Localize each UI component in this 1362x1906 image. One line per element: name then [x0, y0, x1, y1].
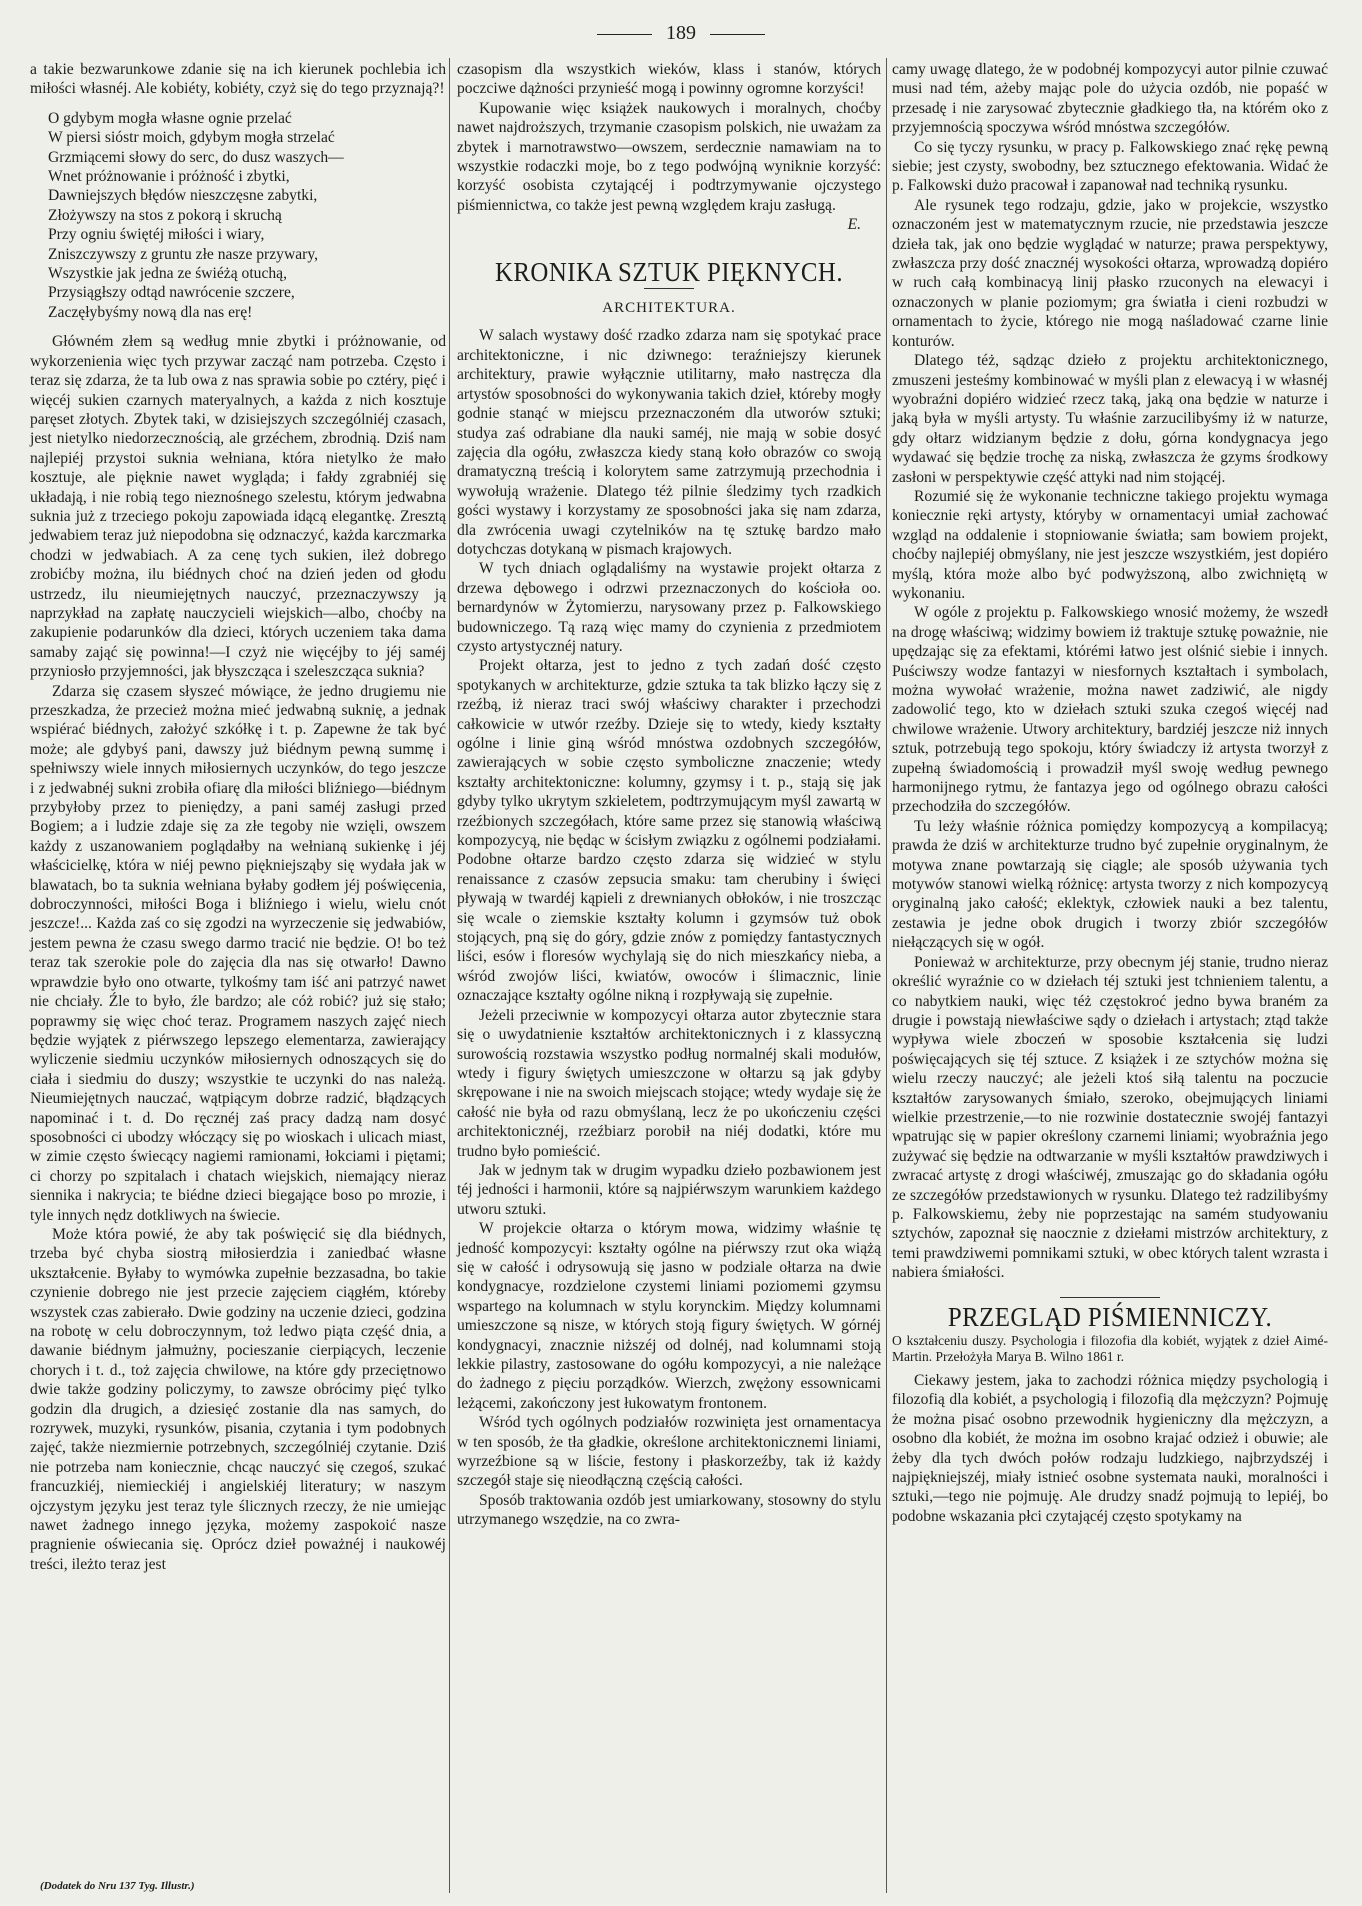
paragraph: Może która powié, że aby tak poświęcić się dla biédnych, trzeba być chyba siostrą miłosierdzia i zaniedbać własne ukształcenie. Byłaby to wymówka zupełnie bezzasadna, bo takie czynienie dobrego nie jest przecie zajęciem ciągłém, któreby wszystek czas zabierało. Dwie godziny na uczenie dzieci, godzina na robotę w celu dobroczynnym, toż ledwo piąta część dnia, a dawanie biédnym jałmużny, pocieszanie cierpiących, leczenie chorych i t. d., toż zajęcia chwilowe, na które gdy przeciętnowo dwie także godziny policzymy, to zawsze obrócimy pięć tylko godzin dla drugich, a dziesięć zostanie dla nas samych, do rozrywek, muzyki, rysunków, pisania, czytania i tym podobnych zajęć, także niezmiernie potrzebnych, szczególniéj czytanie. Dziś nie potrzeba nam koniecznie, chcąc nauczyć się czegoś, szukać francuzkiéj, niemieckiéj i angielskiéj literatury; w naszym ojczystym języku jest teraz tyle ślicznych rzeczy, że nie umiejąc nawet żadnego innego języka, możemy zaspokoić nasze pragnienie oświecania się. Oprócz dzieł poważnéj i naukowéj treści, ileżto teraz jest	[30, 1225, 446, 1573]
paragraph: Ciekawy jestem, jaka to zachodzi różnica między psychologią i filozofią dla kobiét, a psychologią i filozofią dla mężczyzn? Pojmuję że można pisać osobno przewodnik hygieniczny dla mężczyzn, a osobno dla kobiét, że można im osobno krajać odzież i obuwie; ale żeby dla tych dwóch połów rodzaju ludzkiego, najbrzydszéj i najpiękniejszéj, miały istnieć osobne systemata nauki, moralności i sztuki,—tego nie pojmuję. Ale drudzy snadź pojmują to lepiéj, bo podobne wskazania płci czytającéj często spotykamy na	[892, 1372, 1328, 1525]
poem-line: W piersi sióstr moich, gdybym mogła strzelać	[48, 129, 335, 147]
section-heading-kronika: KRONIKA SZTUK PIĘKNYCH.	[494, 256, 843, 287]
paragraph: Wśród tych ogólnych podziałów rozwinięta jest ornamentacya w ten sposób, że tła gładkie, określone architektonicznemi liniami, wyrzeźbione są w liście, festony i płaskorzeźby, tak iż każdy szczegół staje się nieodłączną częścią całości.	[457, 1414, 881, 1490]
paragraph: czasopism dla wszystkich wieków, klass i stanów, których poczciwe dążności przynieść mogą i powinny ogromne korzyści!	[457, 61, 881, 98]
poem-line: Wszystkie jak jedna ze świéżą otuchą,	[48, 265, 288, 283]
supplement-footer: (Dodatek do Nru 137 Tyg. Illustr.)	[40, 1880, 195, 1892]
paragraph: W tych dniach oglądaliśmy na wystawie projekt ołtarza z drzewa dębowego i odrzwi przeznaczonych do kościoła oo. bernardynów w Żytomierzu, narysowany przez p. Falkowskiego budowniczego. Tą razą więc mamy do czynienia z przedmiotem czysto artystycznéj natury.	[457, 560, 881, 655]
paragraph: Sposób traktowania ozdób jest umiarkowany, stosowny do stylu utrzymanego wszędzie, na co zwra-	[457, 1491, 881, 1529]
paragraph: W salach wystawy dość rzadko zdarza nam się spotykać prace architektoniczne, i nic dziwnego: teraźniejszy kierunek architektury, prawie wyłącznie utilitarny, mało nastręcza dla artystów sposobności do wykonywania takich dzieł, któreby mogły godnie stanąć w miejscu przeznaczoném dla utworów sztuki; studya zaś odrabiane dla nauki saméj, nie mają w sobie dosyć zajęcia dla ogółu, zwłaszcza kiedy staną koło obrazów co swoją dramatyczną treścią i kolorytem same zatrzymują przechodnia i wywołują wrażenie. Dlatego téż pilnie śledzimy tych rzadkich gości wystawy i korzystamy ze sposobności jaka się nam zdarza, dla zwrócenia uwagi czytelników na tę sztukę bardzo mało dotychczas dotykaną w pismach krajowych.	[457, 327, 881, 558]
poem-line: Przy ogniu świętéj miłości i wiary,	[48, 226, 265, 244]
paragraph: Co się tyczy rysunku, w pracy p. Falkowskiego znać rękę pewną siebie; jest czysty, swobodny, bez sztucznego efektowania. Widać że p. Falkowski dużo pracował i zapanował nad techniką rysunku.	[892, 138, 1328, 195]
book-citation: O kształceniu duszy. Psychologia i filozofia dla kobiét, wyjątek z dzieł Aimé-Martin. Przełożyła Marya B. Wilno 1861 r.	[892, 1333, 1328, 1364]
poem-line: Wnet próżnowanie i próżność i zbytki,	[48, 168, 290, 186]
poem-line: O gdybym mogła własne ognie przelać	[48, 109, 292, 127]
paragraph: Rozumié się że wykonanie techniczne takiego projektu wymaga koniecznie ręki artysty, któryby w ornamentacyi umiał zachować wzgląd na oddalenie i stopniowanie światła; sam bowiem projekt, choćby najlepiéj obmyślany, nie jest jeszcze wszystkiém, jest dopiéro myślą, która może albo być podwyższoną, albo zwichniętą w wykonaniu.	[892, 487, 1328, 602]
poem	[48, 109, 446, 322]
column-rule	[449, 58, 450, 1893]
column-3	[892, 60, 1328, 1526]
page-number-text: 189	[666, 22, 696, 44]
paragraph: Jeżeli przeciwnie w kompozycyi ołtarza autor zbytecznie stara się o uwydatnienie kształtów architektonicznych i z klassyczną surowością rozstawia wszystko podług normalnéj skali modułów, wtedy i figury świętych umieszczone w ołtarzu są jak gdyby skrępowane i nie na swoich miejscach stojące; wtedy wydaje się że całość nie była od razu obmyślaną, lecz że po ukończeniu części architektonicznéj, rzeźbiarz porobił na niéj dodatki, które mu trudno było pomieścić.	[457, 1006, 881, 1160]
divider	[1060, 1297, 1160, 1298]
paragraph: Ale rysunek tego rodzaju, gdzie, jako w projekcie, wszystko oznaczoném jest w matematycznym rzucie, nie przedstawia jeszcze dzieła tak, jak ono będzie wyglądać w naturze; prawa perspektywy, zwłaszcza przy dość znacznéj wysokości ołtarza, wprowadzą dopiéro w ruch całą kombinacyą linij płasko rzuconych na elewacyi i oznaczonych w planie poziomym; gra światła i cieni rozbudzi w ornamentach to życie, którego nie mogą naśladować czarne linie konturów.	[892, 196, 1328, 350]
paragraph: Ponieważ w architekturze, przy obecnym jéj stanie, trudno nieraz określić wyraźnie co w dziełach téj sztuki jest tchnieniem talentu, a co nabytkiem nauki, więc téż częstokroć jedno bywa braném za drugie i powstają niewłaściwe sądy o dziełach i artystach; ztąd także wypływa wiele zboczeń w sposobie kształcenia się ludzi poświęcających się téj sztuce. Z książek i ze sztychów można się wielu rzeczy nauczyć; ale jeżeli ktoś siłą talentu na poczucie kształtów zarysowanych śmiało, szeroko, obejmujących liniami wielkie przestrzenie,—to nie rozwinie dostatecznie swojéj fantazyi wpatrując się w papier określony czarnemi liniami; wyobraźnia jego zużywać się będzie na odtwarzanie w myśli kształtów prawdziwych i zwracać artystę z drogi właściwéj, zmuszając go do składania ogółu ze szczegółów przedstawionych w rysunku. Dlatego też radzilibyśmy p. Falkowskiemu, żeby nie poprzestając na samém studyowaniu sztychów, zapoznał się naocznie z dziełami mistrzów architektury, z temi prawdziwemi pomnikami sztuki, w obec których talent wzrasta i nabiera śmiałości.	[892, 953, 1328, 1282]
poem-line: Przysiągłszy odtąd nawrócenie szczere,	[48, 284, 295, 302]
page-number	[0, 22, 1362, 45]
paragraph: Projekt ołtarza, jest to jedno z tych zadań dość często spotykanych w architekturze, gdzie sztuka ta tak blizko łączy się z rzeźbą, iż nieraz traci swój właściwy charakter i przechodzi całkowicie w utwór rzeźby. Dzieje się to wtedy, kiedy kształty ogólne i linie giną wśród mnóstwa ozdobnych szczegółów, zawierających w sobie często symboliczne znaczenie; wtedy kształty architektoniczne: kolumny, gzymsy i t. p., stają się jak gdyby tylko ukrytym szkieletem, podtrzymującym myśl zawartą w rzeźbionych szczegółach, które same przez się stanowią właściwą kompozycyą, nie będąc w ścisłym związku z ogólnemi podziałami. Podobne ołtarze bardzo często zdarza się widzieć w stylu renaissance z czasów zepsucia smaku: tam cherubiny i święci pływają w twardéj kąpieli z drewnianych obłoków, i nie troszcząc się wcale o ziemskie kształty kolumn i gzymsów tuż obok stojących, pną się do góry, gdzie znów z pomiędzy fantastycznych liści, esów i floresów wychylają się do nich mieszkańcy nieba, a wśród zwojów liści, kwiatów, owoców i ślimacznic, linie oznaczające kształty ogólne nikną i rozpływają się zupełnie.	[457, 657, 881, 1005]
paragraph: Tu leży właśnie różnica pomiędzy kompozycyą a kompilacyą; prawda że dziś w architekturze trudno być zupełnie oryginalnym, że motywa znane powtarzają się ciągle; ale sposób używania tych motywów stanowi wielką różnicę: artysta tworzy z nich kompozycyą oryginalną jako całość; eklektyk, człowiek nauki a bez talentu, zestawia je jedne obok drugich i tworzy zbiór szczegółów niełączących się w ogół.	[892, 817, 1328, 952]
divider	[644, 288, 694, 289]
poem-line: Zaczęłybyśmy nową dla nas erę!	[48, 303, 253, 321]
paragraph: W ogóle z projektu p. Falkowskiego wnosić możemy, że wszedł na drogę właściwą; widzimy bowiem iż traktuje sztukę poważnie, nie upędzając się za efektami, którémi łatwo jest olśnić siebie i innych. Puściwszy wodze fantazyi w niesfornych kształtach i symbolach, można wywołać wrażenie, można nawet zadziwić, ale nigdy zadowolić tego, kto w dziełach sztuki szuka czegoś więcéj nad chwilowe wrażenie. Utwory architektury, bardziéj jeszcze niż innych sztuk, potrzebują tego spokoju, który świadczy iż artysta tworzył z zupełną świadomością i prowadził myśl swoję według pewnego harmonijnego rytmu, że fantazya jego od ogólnego obrazu całości przechodziła do szczegółów.	[892, 604, 1328, 816]
paragraph: Zdarza się czasem słyszeć mówiące, że jedno drugiemu nie przeszkadza, że przecież można mieć jedwabną suknię, a jednak wspiérać biédnych, założyć szkółkę i t. p. Zapewne że tak być może; ale gdybyś pani, dawszy już biédnym pewną summę i spełniwszy wiele innych miłosiernych uczynków, do tego jeszcze i z jedwabnéj sukni zrobiła ofiarę dla miłości bliźniego—biédnym przybyłoby przez to pieniędzy, a pani saméj zasługi przed Bogiem; a i ludzie zdaje się za złe tegoby nie wzięli, owszem każdy z uszanowaniem poglądałby na wełnianą sukienkę i jéj właścicielkę, która w niéj pewno piękniejsząby się wydała jak w blawatach, bo ta suknia wełniana byłaby godłem jéj poświęcenia, dobroczynności, miłości Boga i bliźniego i wielu, wielu cnót jeszcze!... Każda zaś co się zgodzi na wyrzeczenie się jedwabiów, jestem pewna że czasu swego darmo tracić nie będzie. O! bo też teraz tak szerokie pole do zajęcia dla nas się otwarło! Dawno wprawdzie było ono otwarte, tylkośmy tam iść ani patrzyć nawet nie chciały. Źle to było, źle bardzo; ale cóż robić? już się stało; poprawmy się więc choć teraz. Programem naszych zajęć niech będzie wyjątek z piérwszego lepszego elementarza, zawierający wyliczenie siedmiu uczynków miłosiernych odnoszących się do ciała i siedmiu do duszy; wszystkie te uczynki do nas należą. Nieumiejętnych nauczać, wątpiącym dobrze radzić, błądzących napominać i t. d. Do ręcznéj zaś pracy dadzą nam dosyć sposobności ci ubodzy włóczący się po wioskach i ulicach miast, w zimie często świecący nagiemi ramionami, łokciami i piętami; ci chorzy po szpitalach i chatach wiejskich, niemający nieraz siennika i nakrycia; te biédne dzieci biegające boso po mrozie, i tyle innych nędz dotkliwych na świecie.	[30, 682, 446, 1224]
paragraph: camy uwagę dlatego, że w podobnéj kompozycyi autor pilnie czuwać musi nad tém, ażeby mając pole do użycia ozdób, nie popaść w przesadę i nie zarysować zbytecznie gładkiego tła, na którém oko z przyjemnością spoczywa wśród mnóstwa szczegółów.	[892, 61, 1328, 137]
paragraph: Kupowanie więc książek naukowych i moralnych, choćby nawet najdroższych, trzymanie czasopism polskich, nie uważam za zbytek i marnotrawstwo—owszem, serdecznie namawiam na to wszystkie rodaczki moje, bo z tego podwójną wyniknie korzyść: korzyść osobista czytającéj i podtrzymywanie ojczystego piśmiennictwa, co także jest pewną względem kraju zasługą.	[457, 99, 881, 214]
poem-line: Dawniejszych błędów nieszczęsne zabytki,	[48, 187, 318, 205]
paragraph: Jak w jednym tak w drugim wypadku dzieło pozbawionem jest téj jedności i harmonii, które są najpiérwszym warunkiem każdego utworu sztuki.	[457, 1161, 881, 1218]
poem-line: Zniszczywszy z gruntu złe nasze przywary,	[48, 245, 319, 263]
paragraph: a takie bezwarunkowe zdanie się na ich kierunek pochlebia ich miłości własnéj. Ale kobiéty, kobiéty, czyż się do tego przyznają?!	[30, 61, 446, 98]
column-1	[30, 60, 446, 1574]
poem-line: Złożywszy na stos z pokorą i skruchą	[48, 206, 282, 224]
column-2	[457, 60, 881, 1530]
paragraph: Główném złem są według mnie zbytki i próżnowanie, od wykorzenienia więc tych przywar zacząć nam potrzeba. Często i teraz się zdarza, że ta lub owa z nas sprawia sobie po cztéry, pięć i więcéj sukien czarnych materyalnych, a każda z nich kosztuje paręset złotych. Zbytek taki, w dzisiejszych szczególniéj czasach, jest nietylko niedorzecznością, ale grzéchem, zbrodnią. Dziś nam najlepiéj przystoi suknia wełniana, która nietylko że mało kosztuje, ale pięknie nawet wygląda; i fałdy zgrabniéj się układają, i nie robią tego nieznośnego szelestu, którym jedwabna suknia już z trzeciego pokoju zapowiada idącą elegantkę. Zresztą jedwabiem teraz już niepodobna się odznaczyć, każda karczmarka chodzi w jedwabiach. A za cenę tych sukien, ileż dobrego zrobićby można, ilu biédnych choć na dzień jeden od głodu ustrzedz, ilu nieumiejętnych nauczyć, przeznaczywszy ją naprzykład na zapłatę nauczycieli wiejskich—albo, choćby na zakupienie podarunków dla dzieci, których uczeniem taka dama samaby zająć się powinna!—I czyż nie więcéjby to jéj saméj przyniosło przyjemności, jak błyszcząca i szeleszcząca suknia?	[30, 333, 446, 681]
subheading-architektura: ARCHITEKTURA.	[602, 300, 736, 317]
paragraph: W projekcie ołtarza o którym mowa, widzimy właśnie tę jedność kompozycyi: kształty ogólne na piérwszy rzut oka wiążą się w całość i odrysowują się jasno w podziale ołtarza na dwie kondygnacye, rozdzielone czystemi liniami poziomemi gzymsu wspartego na kolumnach w stylu korynckim. Między kolumnami umieszczone są nisze, w których stoją figury świętych. W górnéj kondygnacyi, znacznie niższéj od dolnéj, nad kolumnami stoją lekkie pilastry, zastosowane do ogółu kompozycyi, a nie należące do żadnego z pięciu porządków. Wierzch, zwężony essownicami leżącemi, zakończony jest łukowatym frontonem.	[457, 1220, 881, 1412]
signature: E.	[847, 216, 861, 234]
poem-line: Grzmiącemi słowy do serc, do dusz waszych—	[48, 148, 344, 166]
section-heading-przeglad: PRZEGLĄD PIŚMIENNICZY.	[947, 1301, 1273, 1332]
paragraph: Dlatego téż, sądząc dzieło z projektu architektonicznego, zmuszeni jesteśmy kombinować w myśli plan z elewacyą i w własnéj wyobraźni dopiéro widzieć rzecz taką, jaką ona będzie w naturze i jaką była w myśli artysty. Tu właśnie zarzucilibyśmy iż w naturze, gdy ołtarz widzianym będzie z dołu, górna kondygnacya jego wydawać się będzie trochę za niską, zwłaszcza że gzyms środkowy zasłoni w perspektywie część attyki nad nim stojącéj.	[892, 352, 1328, 486]
column-rule	[886, 58, 887, 1893]
